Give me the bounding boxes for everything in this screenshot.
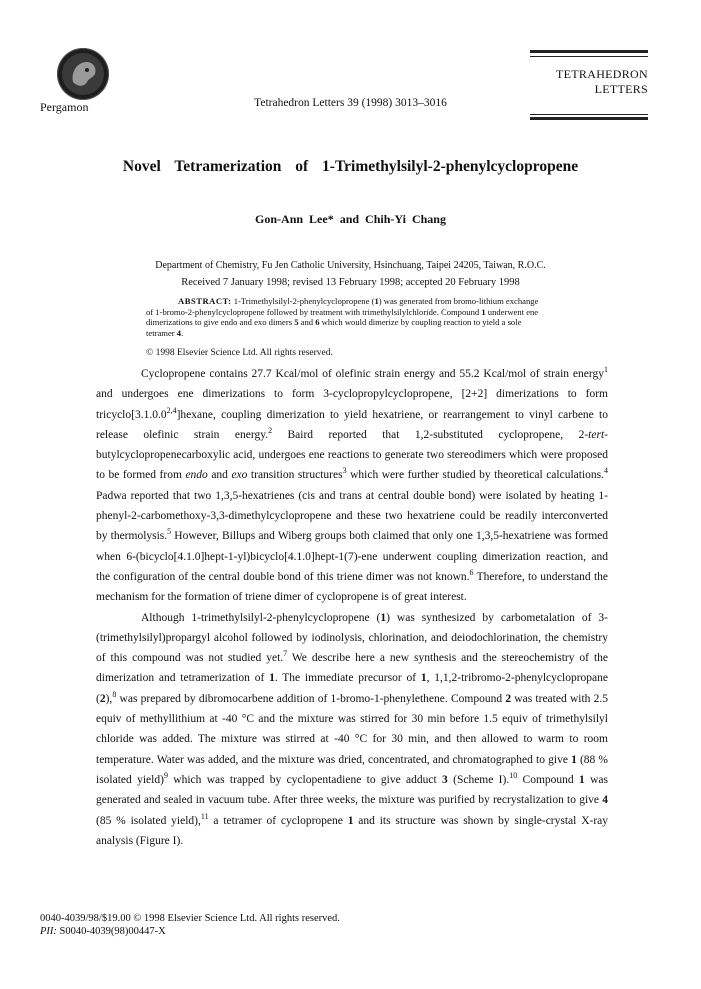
compound-ref: 1	[347, 814, 354, 827]
abstract-text: ) was generated from bromo-lithium exchange of 1-bromo-2-phenylcyclopropene followed by treatment with trimethylsilylchloride. Compound	[146, 296, 539, 317]
article-title: Novel Tetramerization of 1-Trimethylsilyl-2-phenylcyclopropene	[122, 158, 579, 175]
header-rule-bottom	[530, 117, 648, 120]
compound-ref: 3	[442, 773, 448, 786]
text: ]hexane, coupling dimerization to yield hexatriene, or rearrangement to vinyl carbene to release olefinic strain energy.	[96, 408, 608, 441]
text: (Scheme I).	[447, 773, 510, 786]
compound-ref: 4	[602, 794, 608, 807]
text: which were further studied by theoretical calculations.	[346, 469, 604, 482]
pii-label: PII:	[40, 926, 57, 937]
text: We describe here a new synthesis and the stereochemistry of the dimerization and tetramerization of	[96, 652, 608, 685]
compound-ref: 2	[505, 692, 512, 705]
abstract-text: 1-Trimethylsilyl-2-phenylcyclopropene (	[233, 296, 375, 306]
abstract-text: which would dimerize by coupling reaction to yield a sole tetramer	[146, 317, 522, 338]
paragraph-2	[96, 608, 608, 852]
authors: Gon-Ann Lee* and Chih-Yi Chang	[255, 212, 446, 226]
compound-ref: 1	[269, 672, 275, 685]
text: and undergoes ene dimerizations to form 3-cyclopropylcyclopropene, [2+2] dimerizations to form tricyclo[3.1.0.0	[96, 388, 608, 421]
header-rule-top-thin	[530, 56, 648, 57]
text: transition structures	[247, 469, 343, 482]
compound-ref: 1	[481, 306, 486, 317]
text: However, Billups and Wiberg groups both claimed that only one 1,3,5-hexatriene was formed when 6-(bicyclo[4.1.0]hept-1-yl)bicyclo[4.1.0]hept-1(7)-ene underwent coupling dimerization reaction, and the configuration of the central double bond of this triene dimer was not known.	[96, 530, 608, 583]
compound-ref: 2	[99, 692, 106, 705]
text: . The immediate precursor of	[274, 672, 421, 685]
compound-ref: 6	[315, 317, 320, 328]
text: Cyclopropene contains 27.7 Kcal/mol of olefinic strain energy and 55.2 Kcal/mol of strain energy	[141, 368, 604, 380]
text: was prepared by dibromocarbene addition of 1-bromo-1-phenylethene. Compound	[116, 692, 506, 705]
text: a tetramer of cyclopropene	[208, 814, 348, 827]
abstract-text: and	[298, 317, 316, 328]
affiliation: Department of Chemistry, Fu Jen Catholic University, Hsinchuang, Taipei 24205, Taiwan, R.O.C.	[155, 260, 546, 271]
reference-superscript: 9	[163, 771, 168, 781]
italic-term: exo	[231, 469, 248, 482]
compound-ref: 5	[294, 317, 299, 328]
journal-name-line2: LETTERS	[594, 82, 648, 96]
journal-citation: Tetrahedron Letters 39 (1998) 3013–3016	[254, 97, 447, 109]
abstract	[146, 296, 546, 338]
reference-superscript: 5	[167, 527, 172, 537]
compound-ref: 1	[380, 611, 387, 624]
text: (88 % isolated yield)	[96, 753, 608, 786]
compound-ref: 1	[420, 672, 427, 685]
footer	[40, 912, 340, 938]
reference-superscript: 11	[200, 811, 209, 821]
reference-superscript: 2,4	[166, 405, 177, 415]
reference-superscript: 7	[283, 649, 288, 659]
text: Although 1-trimethylsilyl-2-phenylcyclopropene (	[141, 611, 381, 624]
journal-name	[520, 67, 648, 97]
compound-ref: 4	[176, 327, 182, 338]
text: , 1,1,2-tribromo-2-phenylcyclopropane (	[96, 672, 608, 705]
journal-name-line1: TETRAHEDRON	[556, 67, 648, 81]
text: Therefore, to understand the mechanism for the formation of triene dimer of cyclopropene is of great interest.	[96, 570, 608, 604]
reference-superscript: 6	[469, 568, 474, 578]
compound-ref: 1	[579, 773, 585, 786]
text: ),	[105, 692, 113, 705]
reference-superscript: 10	[509, 771, 518, 781]
reference-superscript: 4	[604, 466, 608, 476]
body-text	[96, 364, 608, 851]
text: and	[207, 469, 232, 482]
text: (85 % isolated yield),	[96, 814, 201, 827]
footer-copyright: 0040-4039/98/$19.00 © 1998 Elsevier Science Ltd. All rights reserved.	[40, 913, 340, 924]
text: was treated with 2.5 equiv of methyllithium at -40 °C and the mixture was stirred for 30 min before 1.5 equiv of trimethylsilyl chloride was added. The mixture was stirred at -40 °C for 30 min, and then allowed to warm to room temperature. Water was added, and the mixture was dried, concentrated, and chromatographed to give	[96, 692, 608, 766]
text: was generated and sealed in vacuum tube. After three weeks, the mixture was purified by recrystalization to give	[96, 773, 608, 807]
text: which was trapped by cyclopentadiene to give adduct	[167, 773, 443, 786]
text: Compound	[517, 773, 580, 786]
italic-term: tert	[588, 428, 605, 441]
reference-superscript: 1	[604, 365, 608, 375]
paragraph-1	[96, 364, 608, 608]
abstract-text: .	[181, 327, 184, 338]
header-rule-top	[530, 50, 648, 53]
text: Padwa reported that two 1,3,5-hexatrienes (cis and trans at central double bond) were isolated by heating 1-phenyl-2-carbomethoxy-3,3-dimethylcyclopropene and these two hexatriene could be readily interconverted by thermolysis.	[96, 489, 608, 543]
received-dates: Received 7 January 1998; revised 13 February 1998; accepted 20 February 1998	[181, 277, 520, 288]
abstract-label: ABSTRACT:	[178, 296, 232, 306]
text: ) was synthesized by carbometalation of 3-(trimethylsilyl)propargyl alcohol followed by iodinolysis, chlorination, and deiodochlorination, the chemistry of this compound was not studied yet.	[96, 611, 608, 665]
reference-superscript: 8	[112, 689, 117, 699]
reference-superscript: 2	[268, 426, 273, 436]
abstract-copyright: © 1998 Elsevier Science Ltd. All rights reserved.	[146, 348, 333, 358]
pii-value: S0040-4039(98)00447-X	[56, 926, 166, 937]
text: and its structure was shown by single-crystal X-ray analysis (Figure I).	[96, 814, 609, 847]
compound-ref: 1	[374, 296, 379, 306]
publisher-name: Pergamon	[40, 100, 89, 114]
reference-superscript: 3	[342, 466, 347, 476]
text: Baird reported that 1,2-substituted cyclopropene, 2-	[272, 428, 589, 441]
publisher-logo	[57, 48, 109, 100]
header-rule-bottom-thin	[530, 114, 648, 115]
compound-ref: 1	[571, 753, 577, 766]
footer-pii	[40, 925, 340, 938]
abstract-text: underwent ene dimerizations to give endo and exo dimers	[146, 306, 539, 328]
italic-term: endo	[185, 469, 208, 482]
text: -butylcyclopropenecarboxylic acid, undergoes ene reactions to generate two stereodimers which were proposed to be formed from	[96, 428, 608, 482]
